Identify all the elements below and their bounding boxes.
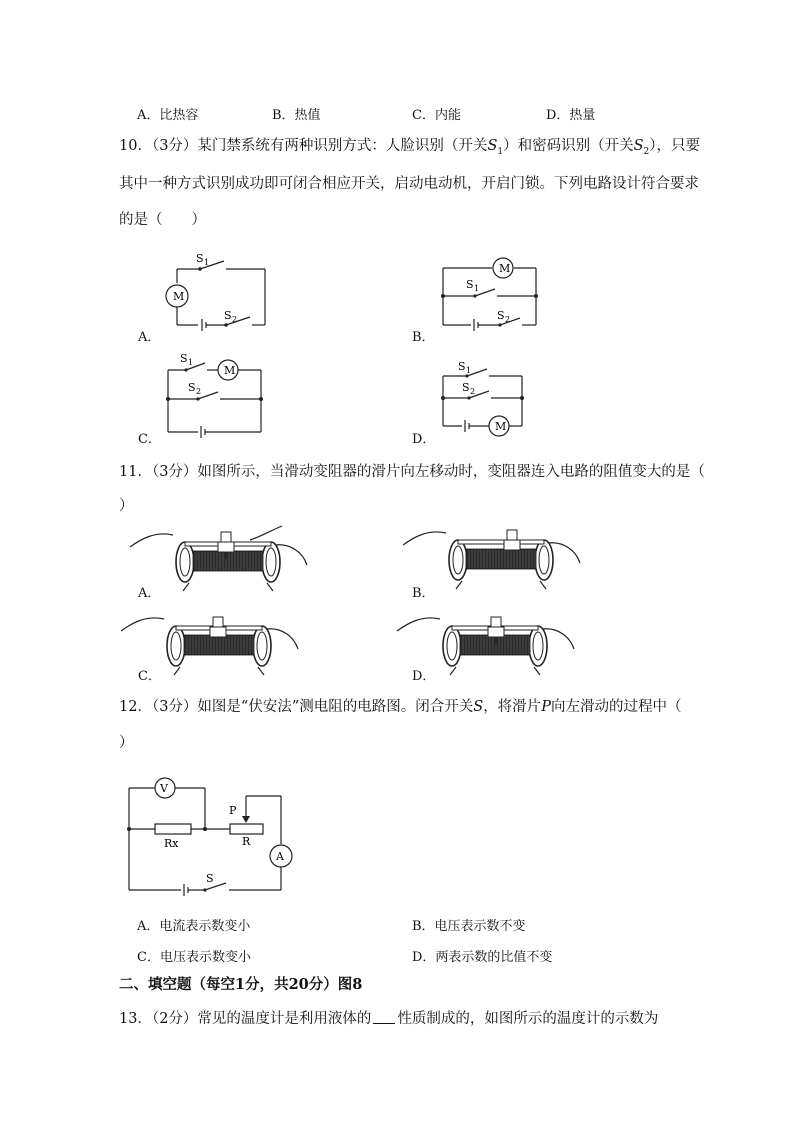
s2-label: S (462, 381, 470, 394)
s1-sub: 1 (188, 358, 194, 367)
rx-resistor-icon (155, 824, 191, 834)
switch-label: S (206, 872, 214, 885)
q12-s: S (473, 699, 484, 715)
rx-label: Rx (164, 837, 179, 850)
q13-stem-line1 (119, 1011, 658, 1027)
s2-label: S (497, 309, 505, 322)
s2-label: S (188, 381, 196, 394)
q10-label-d: D． (412, 432, 436, 447)
q10-text-c: ），只要 (649, 138, 701, 154)
q10-sub1: 1 (497, 146, 504, 157)
q9-option-a: A．比热容 (137, 108, 199, 123)
s1-label: S (196, 252, 204, 265)
q12-option-c: C．电压表示数变小 (137, 950, 251, 965)
voltmeter-label: V (160, 782, 168, 795)
q10-stem-line3: 的是（ ） (119, 212, 206, 228)
s1-label: S (458, 360, 466, 373)
q10-s2: S (633, 138, 644, 154)
q13-text-b: 性质制成的，如图所示的温度计的示数为 (397, 1011, 659, 1027)
q11-label-c: C． (138, 669, 161, 684)
q13-blank[interactable] (373, 1011, 395, 1024)
q13-text-a: 13．（2分）常见的温度计是利用液体的 (119, 1011, 372, 1027)
q10-sub2: 2 (643, 146, 650, 157)
q12-text-b: ，将滑片 (483, 699, 542, 715)
q9-option-c: C．内能 (412, 108, 461, 123)
s2-sub: 2 (470, 387, 476, 396)
q12-option-d: D．两表示数的比值不变 (412, 950, 553, 965)
q12-option-b: B．电压表示数不变 (412, 919, 526, 934)
s2-label: S (224, 309, 232, 322)
motor-label: M (499, 262, 511, 275)
s1-sub: 1 (204, 258, 210, 267)
r-label: R (242, 835, 251, 848)
q10-stem-line2: 其中一种方式识别成功即可闭合相应开关，启动电动机，开启门锁。下列电路设计符合要求 (119, 176, 699, 192)
q11-label-a: A． (138, 586, 161, 601)
q10-text-a: 10．（3分）某门禁系统有两种识别方式：人脸识别（开关 (119, 138, 488, 154)
q12-text-a: 12．（3分）如图是“伏安法”测电阻的电路图。闭合开关 (119, 699, 474, 715)
motor-label: M (495, 420, 507, 433)
motor-label: M (173, 290, 185, 303)
q10-label-b: B． (412, 330, 435, 345)
q10-s1: S (487, 138, 498, 154)
s2-sub: 2 (505, 315, 511, 324)
s1-sub: 1 (466, 366, 472, 375)
q12-text-c: 向左滑动的过程中（ (550, 699, 682, 715)
q12-option-a: A．电流表示数变小 (137, 919, 251, 934)
q10-text-b: ）和密码识别（开关 (503, 138, 634, 154)
q10-label-a: A． (138, 330, 161, 345)
q11-stem-line1: 11．（3分）如图所示，当滑动变阻器的滑片向左移动时，变阻器连入电路的阻值变大的是（ (119, 464, 705, 480)
s1-label: S (466, 278, 474, 291)
q12-p: P (541, 699, 551, 715)
slider-arrow-icon (242, 816, 250, 823)
q11-label-d: D． (412, 669, 436, 684)
section-2-title: 二、填空题（每空1分，共20分）图8 (119, 976, 363, 993)
s1-sub: 1 (474, 284, 480, 293)
s1-label: S (180, 352, 188, 365)
q9-option-d: D．热量 (546, 108, 596, 123)
q12-stem-line2: ） (119, 735, 134, 751)
q11-label-b: B． (412, 586, 435, 601)
s2-sub: 2 (232, 315, 238, 324)
q10-label-c: C． (138, 432, 161, 447)
slider-label: P (229, 804, 237, 817)
q11-stem-line2: ） (119, 498, 134, 514)
motor-label: M (224, 364, 236, 377)
ammeter-label: A (276, 850, 284, 863)
s2-sub: 2 (196, 387, 202, 396)
rheostat-icon (230, 824, 263, 834)
q9-option-b: B．热值 (272, 108, 321, 123)
